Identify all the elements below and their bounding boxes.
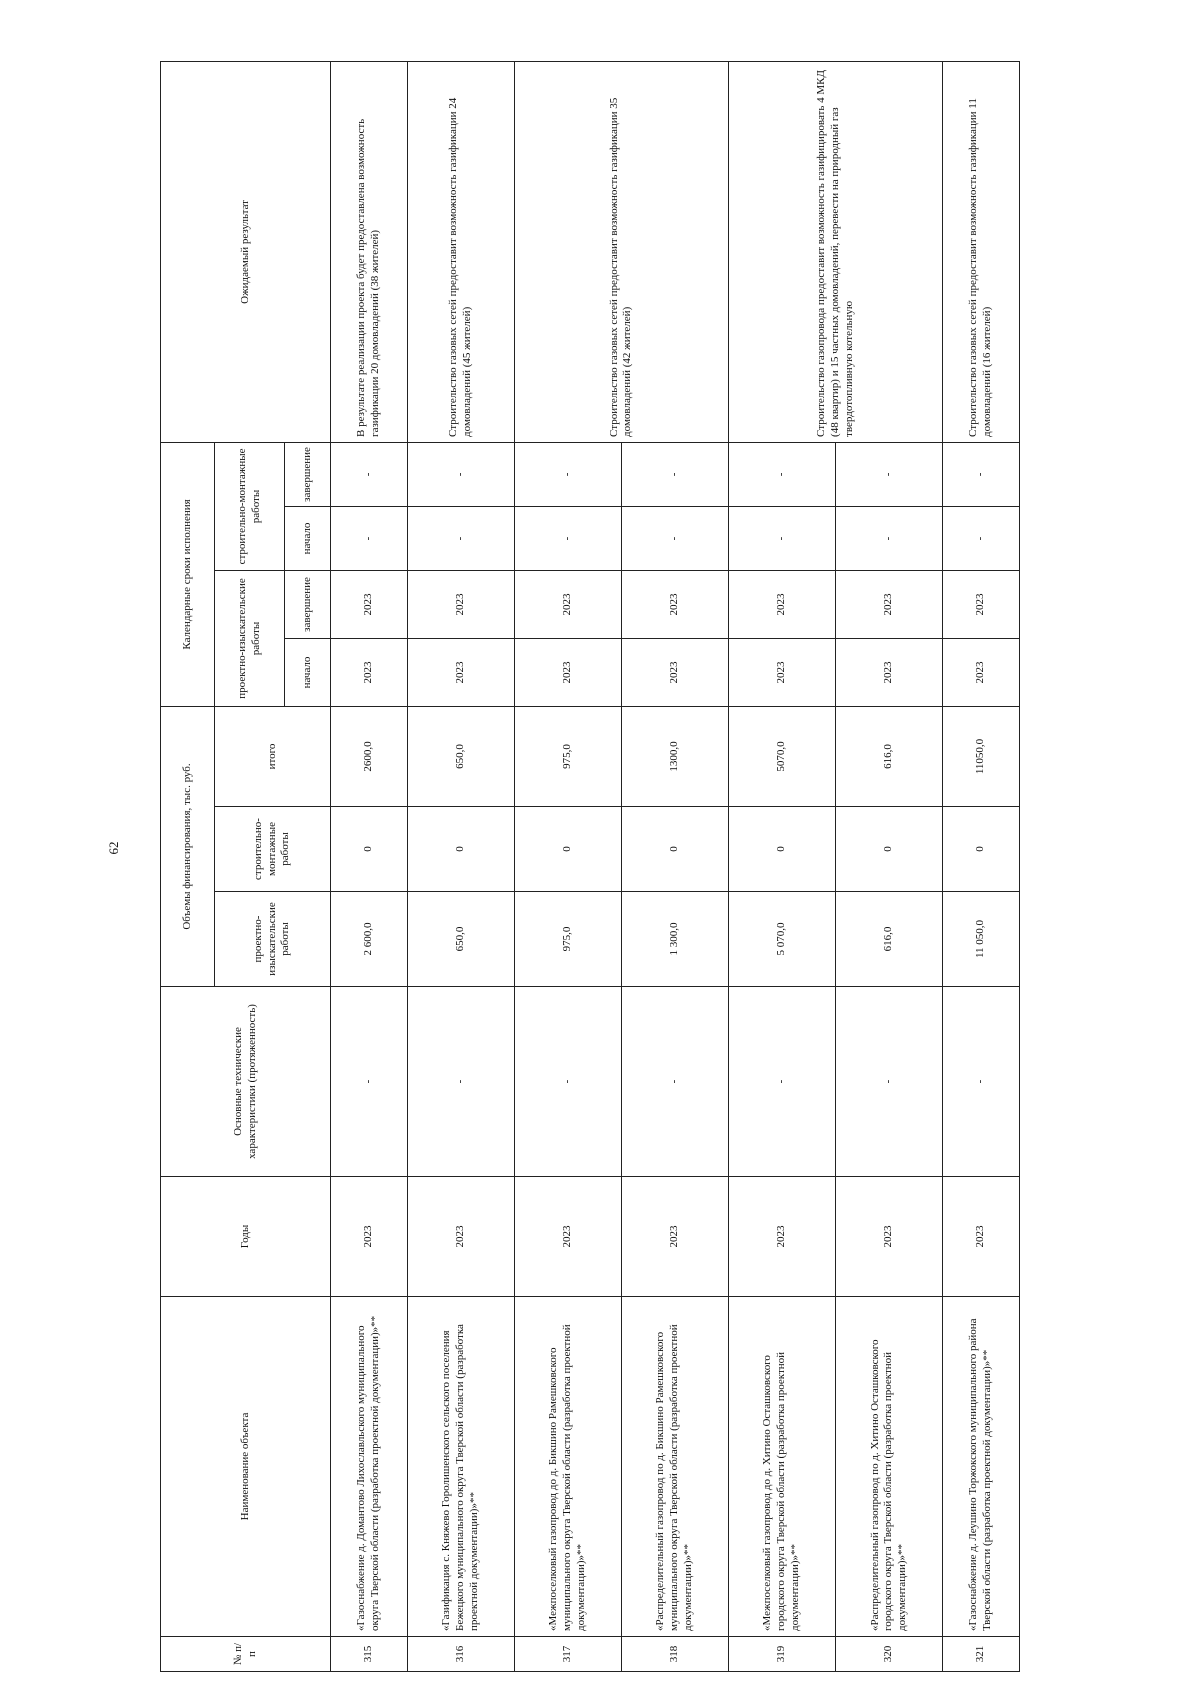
tech-characteristics: - bbox=[331, 987, 408, 1177]
fin-total: 975,0 bbox=[514, 706, 621, 806]
pir-end: 2023 bbox=[621, 570, 728, 638]
row-number: 320 bbox=[836, 1637, 943, 1672]
tech-characteristics: - bbox=[514, 987, 621, 1177]
header-tech: Основные технические характеристики (протяженность) bbox=[161, 987, 331, 1177]
year: 2023 bbox=[621, 1177, 728, 1297]
pir-start: 2023 bbox=[407, 638, 514, 706]
fin-design: 1 300,0 bbox=[621, 892, 728, 987]
gasification-table bbox=[160, 61, 1020, 1672]
pir-start: 2023 bbox=[514, 638, 621, 706]
expected-result: Строительство газопровода предоставит возможность газифицировать 4 МКД (48 квартир) и 15 частных домовладений, перевести на природный газ твердотопливную котельную bbox=[729, 61, 943, 442]
fin-construct: 0 bbox=[407, 807, 514, 892]
object-name: «Газификация с. Княжево Горолишенского сельского поселения Бежецкого муниципального округа Тверской области (разработка проектной документации)»** bbox=[407, 1297, 514, 1637]
fin-design: 975,0 bbox=[514, 892, 621, 987]
header-sch-construct: строительно-монтажные работы bbox=[215, 442, 285, 570]
smr-start: - bbox=[621, 506, 728, 570]
fin-total: 11050,0 bbox=[943, 706, 1020, 806]
fin-construct: 0 bbox=[836, 807, 943, 892]
fin-construct: 0 bbox=[514, 807, 621, 892]
smr-start: - bbox=[514, 506, 621, 570]
fin-design: 650,0 bbox=[407, 892, 514, 987]
pir-end: 2023 bbox=[331, 570, 408, 638]
fin-total: 650,0 bbox=[407, 706, 514, 806]
object-name: «Распределительный газопровод по д. Бикшино Рамешковского муниципального округа Тверской области (разработка проектной документации)»** bbox=[621, 1297, 728, 1637]
smr-start: - bbox=[729, 506, 836, 570]
row-number: 318 bbox=[621, 1637, 728, 1672]
smr-start: - bbox=[943, 506, 1020, 570]
pir-end: 2023 bbox=[836, 570, 943, 638]
header-years: Годы bbox=[161, 1177, 331, 1297]
fin-total: 5070,0 bbox=[729, 706, 836, 806]
year: 2023 bbox=[943, 1177, 1020, 1297]
fin-design: 2 600,0 bbox=[331, 892, 408, 987]
header-smr-start: начало bbox=[285, 506, 331, 570]
header-pir-start: начало bbox=[285, 638, 331, 706]
year: 2023 bbox=[407, 1177, 514, 1297]
tech-characteristics: - bbox=[729, 987, 836, 1177]
fin-total: 2600,0 bbox=[331, 706, 408, 806]
smr-end: - bbox=[729, 442, 836, 506]
header-num: № п/п bbox=[161, 1637, 331, 1672]
table-row bbox=[943, 61, 1020, 1671]
expected-result: Строительство газовых сетей предоставит возможность газификации 11 домовладений (16 жителей) bbox=[943, 61, 1020, 442]
object-name: «Газоснабжение д. Леушино Торжокского муниципального района Тверской области (разработка проектной документации)»** bbox=[943, 1297, 1020, 1637]
fin-total: 1300,0 bbox=[621, 706, 728, 806]
row-number: 319 bbox=[729, 1637, 836, 1672]
fin-design: 616,0 bbox=[836, 892, 943, 987]
table-row bbox=[514, 61, 621, 1671]
table-row bbox=[407, 61, 514, 1671]
row-number: 315 bbox=[331, 1637, 408, 1672]
header-fin-construct: строительно-монтажные работы bbox=[215, 807, 331, 892]
year: 2023 bbox=[514, 1177, 621, 1297]
tech-characteristics: - bbox=[836, 987, 943, 1177]
header-result: Ожидаемый результат bbox=[161, 61, 331, 442]
smr-end: - bbox=[943, 442, 1020, 506]
smr-end: - bbox=[331, 442, 408, 506]
fin-design: 5 070,0 bbox=[729, 892, 836, 987]
year: 2023 bbox=[729, 1177, 836, 1297]
fin-design: 11 050,0 bbox=[943, 892, 1020, 987]
fin-construct: 0 bbox=[943, 807, 1020, 892]
pir-start: 2023 bbox=[729, 638, 836, 706]
object-name: «Межпоселковый газопровод до д. Бикшино Рамешковского муниципального округа Тверской области (разработка проектной документации)»** bbox=[514, 1297, 621, 1637]
pir-end: 2023 bbox=[943, 570, 1020, 638]
tech-characteristics: - bbox=[621, 987, 728, 1177]
pir-start: 2023 bbox=[836, 638, 943, 706]
pir-end: 2023 bbox=[729, 570, 836, 638]
header-schedule: Календарные сроки исполнения bbox=[161, 442, 215, 706]
header-fin-design: проектно-изыскательские работы bbox=[215, 892, 331, 987]
page-number: 62 bbox=[106, 841, 121, 855]
year: 2023 bbox=[836, 1177, 943, 1297]
expected-result: Строительство газовых сетей предоставит возможность газификации 35 домовладений (42 жителей) bbox=[514, 61, 728, 442]
tech-characteristics: - bbox=[407, 987, 514, 1177]
year: 2023 bbox=[331, 1177, 408, 1297]
pir-end: 2023 bbox=[514, 570, 621, 638]
smr-end: - bbox=[514, 442, 621, 506]
table-row bbox=[331, 61, 408, 1671]
fin-total: 616,0 bbox=[836, 706, 943, 806]
fin-construct: 0 bbox=[729, 807, 836, 892]
header-name: Наименование объекта bbox=[161, 1297, 331, 1637]
pir-start: 2023 bbox=[331, 638, 408, 706]
smr-end: - bbox=[836, 442, 943, 506]
table-row bbox=[729, 61, 836, 1671]
expected-result: В результате реализации проекта будет предоставлена возможность газификации 20 домовладений (38 жителей) bbox=[331, 61, 408, 442]
header-smr-end: завершение bbox=[285, 442, 331, 506]
smr-end: - bbox=[621, 442, 728, 506]
rotated-table-wrapper bbox=[160, 62, 1020, 1672]
smr-start: - bbox=[836, 506, 943, 570]
header-pir-end: завершение bbox=[285, 570, 331, 638]
object-name: «Распределительный газопровод по д. Хитино Осташковского городского округа Тверской области (разработка проектной документации)»** bbox=[836, 1297, 943, 1637]
object-name: «Межпоселковый газопровод до д. Хитино Осташковского городского округа Тверской области (разработка проектной документации)»** bbox=[729, 1297, 836, 1637]
pir-start: 2023 bbox=[621, 638, 728, 706]
row-number: 317 bbox=[514, 1637, 621, 1672]
header-finance: Объемы финансирования, тыс. руб. bbox=[161, 706, 215, 986]
row-number: 321 bbox=[943, 1637, 1020, 1672]
fin-construct: 0 bbox=[621, 807, 728, 892]
smr-start: - bbox=[407, 506, 514, 570]
header-fin-total: итого bbox=[215, 706, 331, 806]
object-name: «Газоснабжение д. Домантово Лихославльского муниципального округа Тверской области (разработка проектной документации)»** bbox=[331, 1297, 408, 1637]
pir-end: 2023 bbox=[407, 570, 514, 638]
smr-end: - bbox=[407, 442, 514, 506]
smr-start: - bbox=[331, 506, 408, 570]
tech-characteristics: - bbox=[943, 987, 1020, 1177]
header-sch-design: проектно-изыскательские работы bbox=[215, 570, 285, 706]
row-number: 316 bbox=[407, 1637, 514, 1672]
expected-result: Строительство газовых сетей предоставит возможность газификации 24 домовладений (45 жителей) bbox=[407, 61, 514, 442]
pir-start: 2023 bbox=[943, 638, 1020, 706]
fin-construct: 0 bbox=[331, 807, 408, 892]
